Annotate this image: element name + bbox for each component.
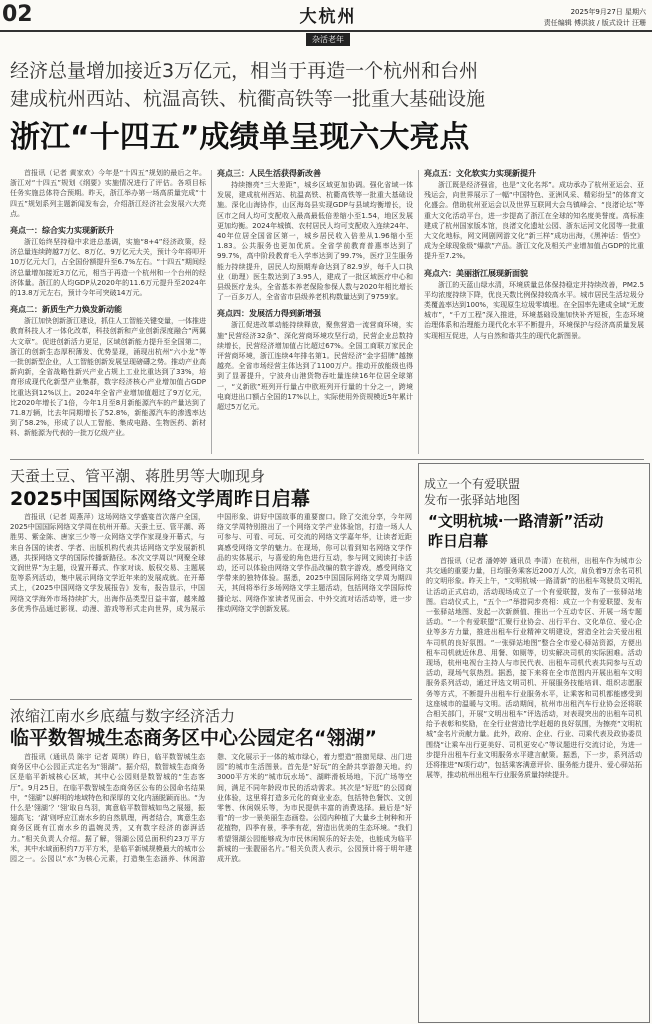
lead-section-2-body: 浙江加快创新浙江建设，抓住人工智能关键变量，一体推进教育科技人才一体化改革，科技创新和产业创新深度融合“两翼大文章”。促进创新活力更足，区域创新能力提升至全国第二，浙江的创新生态厚积薄发、优势显现，涌现出杭州“六小龙”等一批创新型企业，人工智能创新发展呈现磅礴之势。推动产业高新向新，全省战略性新兴产业占规上工业比重达到了33%，培育形成现代化新型产业集群，数字经济核心产业增加值占GDP比重达到12%以上。2024年全省产业增加值超过了9万亿元，比2020年增长了1倍，今年1月至8月新能源汽车的产量达到了71.8万辆，比去年同期增长了52.8%，新能源汽车的渗透率达到了58.2%，形成了以人工智能、集成电路、生物医药、新材料、新能源为代表的一批万亿级产业。 [10,317,206,438]
lead-section-5-title: 亮点五：文化软实力实现新提升 [424,169,536,178]
lead-kicker-2: 建成杭州西站、杭温高铁、杭衢高铁等一批重大基础设施 [10,88,486,110]
cbd-body: 首报讯（通讯员 陈宇 记者 周琪）昨日，临平数智城生态商务区中心公园正式定名为“翎湖”。据介绍，数智城生态商务区是临平新城核心区域，其中心公园则是数智城的“生态客厅”。9月25日，在临平数智城生态商务区公布的公园命名结果中，“翎湖”以鲜明的地域特色和深厚的文化内涵脱颖而出。“为什么是‘翎湖’？‘翎’取自鸟羽，寓意临平数智城如鸟之展翅，振翅高飞；‘湖’则呼应江南水乡的自然肌理，两者结合，寓意生态商务区既有江南水乡的温婉灵秀，又有数字经济的澎湃活力。”相关负责人介绍。据了解，翎湖公园总面积约23万平方米，其中水域面积约7万平方米，是临平新城规模最大的城市公园之一。公园以“水”为核心元素，打造集生态涵养、休闲游憩、文化展示于一体的城市绿心，着力塑造“推窗见绿、出门进园”的城市生活图景。首先是“好玩”的全龄共享游憩天地。约3000平方米的“城市玩水场”、湖畔滑板场地，下沉广场等空间，满足不同年龄段市民的活动需求。其次是“好逛”的公园商业体验，这里将打造多元化的商业业态，包括特色餐饮、文创零售、休闲娱乐等，为市民提供丰富的消费选择。最后是“好看”的一步一景美丽生态画卷。公园内种植了大量乡土树种和开花植物，四季有景，季季有花，营造出优美的生态环境。“我们希望翎湖公园能够成为市民休闲娱乐的好去处，也能成为临平新城的一张靓丽名片。”相关负责人表示，公园预计将于明年建成开放。 [10,753,412,864]
cbd-kicker: 浓缩江南水乡底蕴与数字经济活力 [10,707,236,725]
netlit-headline: 2025中国国际网络文学周昨日启幕 [10,488,310,510]
page-number: 02 [2,2,33,27]
lead-section-6-body: 浙江的天蓝山绿水清，环境质量总体保持稳定并持续改善，PM2.5平均浓度持续下降，优良天数比例保持较高水平。城市居民生活垃圾分类覆盖率达到100%，实现原生垃圾零填埋。在全国率先建成全域“无废城市”，“千万工程”深入推进，环境基础设施加快补齐短板，生态环境治理体系和治理能力现代化水平不断提升，环境保护与经济高质量发展实现相互促进，人与自然和谐共生的现代化新图景。 [424,280,644,340]
culture-body: 首报讯（记者 潘婷婷 通讯员 李清）在杭州，出租车作为城市公共交通的重要力量，日均服务乘客近200万人次，肩负着9万余名司机的文明形象。昨天上午，“文明杭城·一路清新”的出租车驾驶员文明礼让活动正式启动，活动现场成立了一个有爱联盟，发布了一张驿站地图。启动仪式上，“五个一”举措同步亮相：成立一个有爱联盟、发布一张驿站地图、发起一次新颜值、推出一个互动专区、开展一场专题活动。“一个有爱联盟”汇聚行业协会、出行平台、文化单位、爱心企业等多方力量，推进出租车行业精神文明建设，营造全社会关爱出租车司机的良好氛围。“一张驿站地图”整合全市爱心驿站资源，方便出租车司机就近休息、用餐、如厕等，切实解决司机的实际困难。活动现场，杭州电视台主持人与市民代表、出租车司机代表共同参与互动活动，现场气氛热烈。据悉，接下来将在全市范围内开展出租车文明服务系列活动，通过评选文明司机、开展服务技能培训、组织志愿服务等方式，不断提升出租车行业服务水平，让乘客和司机都能感受到这座城市的温暖与文明。活动期间，杭州市出租汽车行业协会还将联合相关部门，开展“文明出租车”评选活动，对表现突出的出租车司机给予表彰和奖励，在全行业营造比学赶超的良好氛围，为擦亮“文明杭城”金名片贡献力量。此外，政府、企业、行业、司乘代表及政协委员围绕“让乘车出行更美好、司机更安心”等议题进行交流讨论，为进一步提升出租车行业文明服务水平建言献策。据悉，下一步，系列活动还将推进“N项行动”，包括乘客满意评价、服务能力提升、爱心驿站拓展等，推动杭州出租车行业服务质量持续提升。 [426,557,642,780]
column-divider [211,170,212,454]
column-divider [418,170,419,454]
lead-section-1-body: 浙江始终坚持稳中求进总基调，实施“8+4”经济政策，经济总量连续跨越7万亿、8万亿、9万亿元大关，预计今年将叩开10万亿元大门，占全国份额提升至6.7%左右。“十四五”期间经济总量增加接近3万亿元，相当于再造一个杭州和一个台州的经济体量。浙江的人均GDP从2020年的11.6万元提升至2024年的13.8万元左右，预计今年可突破14万元。 [10,238,206,298]
lead-column-1 [10,168,206,456]
lead-section-6-title: 亮点六：美丽浙江展现新面貌 [424,268,528,278]
cbd-headline: 临平数智城生态商务区中心公园定名“翎湖” [10,727,377,749]
lead-section-3-title: 亮点三：人民生活获得新改善 [217,169,321,178]
section-rule [10,459,644,460]
culture-kicker-2: 发布一张驿站地图 [424,493,521,507]
lead-column-3 [424,168,644,456]
netlit-body-columns [10,512,412,692]
lead-intro: 首报讯（记者 黄家欢）今年是“十四五”规划的最后之年。浙江对“十四五”规划《纲要》实施情况进行了评估。各项目标任务实施总体符合预期。昨天，浙江举办第一场高质量完成“十四五”规划系列主题新闻发布会，介绍浙江经济社会发展六大亮点。 [10,169,206,218]
culture-headline-2: 昨日启幕 [428,532,489,550]
lead-column-2 [217,168,413,456]
lead-section-4-body: 浙江促进改革动能持续释放，聚焦营造一流营商环境，实施“民营经济32条”、深化营商环境攻坚行动，民营企业总数持续增长，民营经济增加值占比超过67%。全国工商联万家民企评营商环境，浙江连续4年排名第1。民营经济“金字招牌”越擦越亮。全省市场经营主体达到了1100万户。推动开放能级也得到了显著提升，宁波舟山港货物吞吐量连续16年位居全球第一，“义新欧”班列开行量占中欧班列开行量的十分之一，跨境电商进出口额占全国的17%以上，实际使用外资规模近5年累计超过5万亿元。 [217,321,413,412]
editor-credit: 责任编辑 傅洪波 / 版式设计 汪珊 [543,19,646,27]
masthead-info [544,7,646,29]
culture-headline-1: “文明杭城·一路清新”活动 [428,512,604,530]
culture-body-column [426,556,642,1016]
netlit-body: 首报讯（记者 周燕萍）这场网络文学盛宴首次落户全国，2025中国国际网络文学周在杭州开幕。天蚕土豆、管平潮、蒋胜男、紫金陈、唐家三少等一众网络文学作家现身开幕式，与来自各国的读者、学者、出版机构代表共话网络文学发展新机遇，共探网络文学的国际传播新路径。本次文学周以“网聚全球 文润世界”为主题，设置开幕式、作家对谈、版权交易、主题展览等系列活动，集中展示网络文学近年来的发展成就。在开幕式上，《2025中国网络文学发展报告》发布，报告显示，中国网络文学海外市场持续扩大，出海作品类型日益丰富，越来越多优秀作品通过影视、动漫、游戏等形式走向世界，成为展示中国形象、讲好中国故事的重要窗口。除了交流分享，今年网络文学周特别推出了一个网络文学产业体验馆，打造一场人人可参与、可看、可玩、可交流的网络文学嘉年华，让读者近距离感受网络文学的魅力。在现场，你可以看到知名网络文学作品的实体展示，与喜爱的角色进行互动，参与网文阅读打卡活动，还可以体验由网络文学作品改编的数字游戏，感受网络文学带来的独特体验。据悉，2025中国国际网络文学周为期四天，其间将举行多场网络文学主题活动，包括网络文学国际传播论坛、网络作家读者见面会、中外交流对话活动等，进一步推动网络文学创新发展。 [10,513,412,613]
cbd-body-columns [10,752,412,1020]
brand-subtitle: 杂活老年 [306,33,350,46]
lead-section-2-title: 亮点二：新质生产力焕发新动能 [10,305,122,315]
section-rule [10,699,412,700]
masthead-rule [0,30,652,32]
lead-section-5-body: 浙江既是经济强省，也是“文化名邦”。成功承办了杭州亚运会、亚残运会，向世界展示了一幅“中国特色、亚洲风采、精彩纷呈”的体育文化盛会。借助杭州亚运会以及世界互联网大会乌镇峰会、“良渚论坛”等重大文化活动平台，进一步提高了浙江在全球的知名度美誉度。高标准建成了杭州国家版本馆，良渚文化遗址公园、浙东运河文化园等一批重大文化地标，网文网剧网游文化“新三样”成功出海，《黑神话：悟空》成为全球现象级“爆款”产品。浙江文化及相关产业增加值占GDP的比重提升至7.2%。 [424,181,644,261]
lead-section-4-title: 亮点四：发展活力得到新增强 [217,309,321,319]
lead-section-1-title: 亮点一：综合实力实现新跃升 [10,226,114,236]
section-brand [268,2,388,46]
issue-date: 2025年9月27日 星期六 [570,8,646,16]
netlit-kicker: 天蚕土豆、管平潮、蒋胜男等大咖现身 [10,467,266,485]
lead-section-3-body: 持续擦亮“三大差距”，城乡区域更加协调。强化省域一体发展，建成杭州西站、杭温高铁、杭衢高铁等一批重大基础设施。深化山海协作，山区海岛县实现GDP与县域均衡增长，设区市之间人均可支配收入最高最低倍差缩小至1.54，地区发展更加均衡。2024年城镇、农村居民人均可支配收入连续24年、40年位居全国省区第一，城乡居民收入倍差从1.96缩小至1.83。公共服务也更加优质。全省学前教育普惠率达到了99.7%，高中阶段教育毛入学率达到了99.7%，医疗卫生服务能力持续提升，居民人均预期寿命达到了82.9岁，每千人口执业（助理）医生数达到了3.95人，建成了一批区域医疗中心和县级医疗龙头，全省基本养老保险参保人数与2020年相比增长了一百多万人，全省省市县级养老机构数量达到了9759家。 [217,181,413,302]
lead-kicker-1: 经济总量增加接近3万亿元，相当于再造一个杭州和台州 [10,60,479,82]
culture-kicker-1: 成立一个有爱联盟 [424,477,521,491]
lead-headline: 浙江“十四五”成绩单呈现六大亮点 [10,120,470,155]
brand-title: 大杭州 [299,7,357,27]
